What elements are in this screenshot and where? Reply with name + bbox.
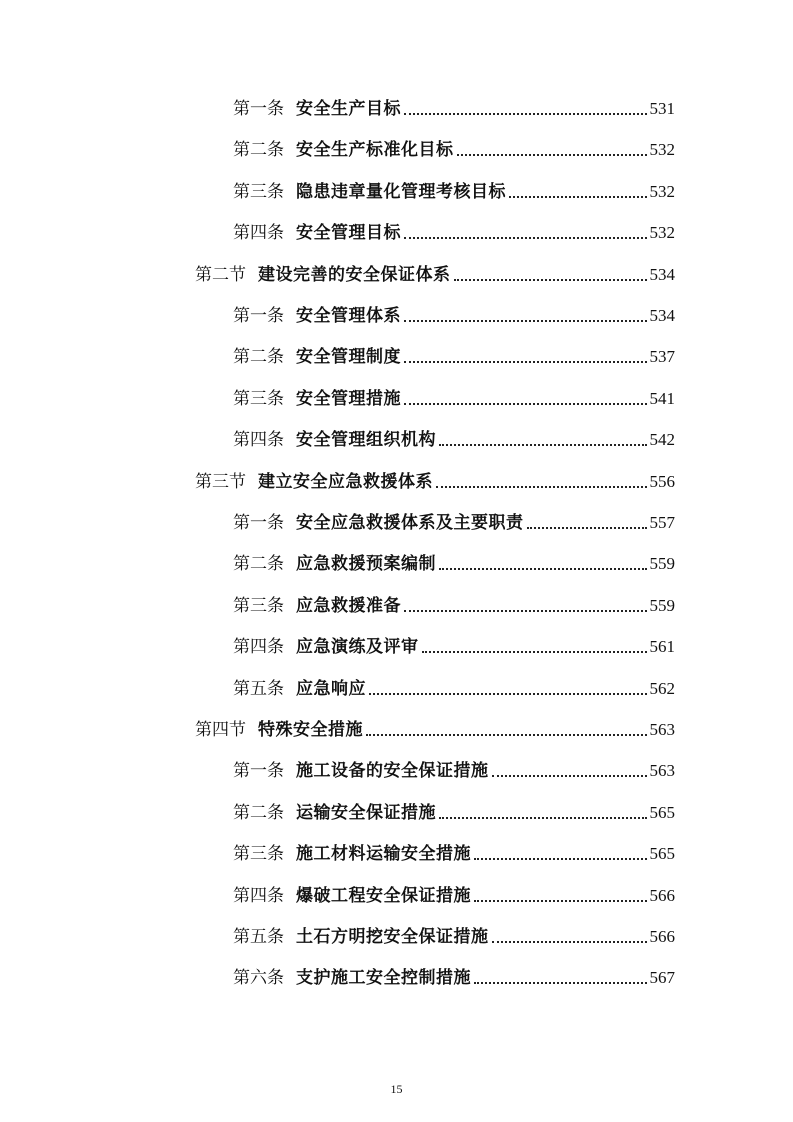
toc-article-entry[interactable] xyxy=(233,794,675,824)
toc-entry-title: 支护施工安全控制措施 xyxy=(296,968,471,989)
toc-entry-page: 563 xyxy=(649,720,675,739)
toc-entry-number: 第四条 xyxy=(233,637,284,658)
page-number: 15 xyxy=(390,1082,403,1096)
toc-entry-page: 532 xyxy=(649,181,675,201)
dot-leader xyxy=(474,858,647,860)
dot-leader xyxy=(404,403,647,405)
toc-entry-page: 557 xyxy=(649,513,675,532)
toc-entry-page: 562 xyxy=(649,678,675,698)
toc-entry-number: 第三条 xyxy=(233,844,284,865)
toc-entry-title: 安全管理制度 xyxy=(296,347,401,368)
dot-leader xyxy=(366,734,647,736)
toc-entry-number: 第三节 xyxy=(195,471,246,492)
toc-entry-title: 运输安全保证措施 xyxy=(296,802,436,823)
toc-article-entry[interactable] xyxy=(233,380,675,410)
toc-entry-page: 556 xyxy=(649,471,675,491)
toc-article-entry[interactable] xyxy=(233,214,675,244)
toc-article-entry[interactable] xyxy=(233,587,675,617)
toc-entry-page: 559 xyxy=(649,595,675,615)
dot-leader xyxy=(422,651,647,653)
toc-article-entry[interactable] xyxy=(233,835,675,865)
toc-entry-number: 第一条 xyxy=(233,761,284,782)
toc-entry-number: 第四条 xyxy=(233,885,284,906)
toc-entry-number: 第二节 xyxy=(195,264,246,285)
toc-article-entry[interactable] xyxy=(233,959,675,989)
toc-entry-number: 第四条 xyxy=(233,223,284,244)
dot-leader xyxy=(474,900,647,902)
toc-entry-title: 土石方明挖安全保证措施 xyxy=(296,927,489,947)
toc-article-entry[interactable] xyxy=(233,338,675,368)
toc-article-entry[interactable] xyxy=(233,918,675,948)
toc-entry-number: 第三条 xyxy=(233,388,284,409)
toc-entry-number: 第二条 xyxy=(233,347,284,368)
toc-entry-number: 第一条 xyxy=(233,513,284,533)
toc-entry-number: 第四条 xyxy=(233,430,284,451)
toc-article-entry[interactable] xyxy=(233,131,675,161)
toc-article-entry[interactable] xyxy=(233,421,675,451)
toc-entry-number: 第一条 xyxy=(233,306,284,326)
toc-entry-number: 第五条 xyxy=(233,927,284,947)
toc-article-entry[interactable] xyxy=(233,628,675,658)
toc-entry-page: 532 xyxy=(649,223,675,243)
toc-entry-title: 施工设备的安全保证措施 xyxy=(296,761,489,782)
dot-leader xyxy=(439,444,647,446)
dot-leader xyxy=(404,610,647,612)
toc-entry-title: 安全管理体系 xyxy=(296,306,401,326)
toc-entry-page: 534 xyxy=(649,264,675,284)
toc-article-entry[interactable] xyxy=(233,90,675,120)
toc-article-entry[interactable] xyxy=(233,545,675,575)
toc-entry-title: 安全管理目标 xyxy=(296,223,401,244)
toc-entry-title: 施工材料运输安全措施 xyxy=(296,844,471,865)
toc-entry-title: 爆破工程安全保证措施 xyxy=(296,885,471,906)
toc-entry-title: 安全生产目标 xyxy=(296,99,401,119)
toc-article-entry[interactable] xyxy=(233,297,675,327)
toc-entry-page: 563 xyxy=(649,761,675,781)
dot-leader xyxy=(439,817,647,819)
toc-entry-page: 559 xyxy=(649,554,675,574)
dot-leader xyxy=(439,568,647,570)
toc-article-entry[interactable] xyxy=(233,504,675,534)
toc-entry-title: 建设完善的安全保证体系 xyxy=(258,264,451,285)
toc-entry-title: 安全管理措施 xyxy=(296,388,401,409)
toc-entry-title: 建立安全应急救援体系 xyxy=(258,471,433,492)
toc-entry-page: 565 xyxy=(649,802,675,822)
dot-leader xyxy=(492,941,647,943)
toc-entry-title: 安全生产标准化目标 xyxy=(296,140,454,161)
dot-leader xyxy=(369,693,647,695)
toc-article-entry[interactable] xyxy=(233,877,675,907)
toc-entry-number: 第三条 xyxy=(233,181,284,202)
dot-leader xyxy=(509,196,647,198)
toc-entry-page: 532 xyxy=(649,140,675,160)
dot-leader xyxy=(404,320,647,322)
toc-entry-page: 566 xyxy=(649,885,675,905)
toc-entry-title: 应急演练及评审 xyxy=(296,637,419,658)
dot-leader xyxy=(436,486,647,488)
dot-leader xyxy=(527,527,647,529)
toc-entry-title: 安全管理组织机构 xyxy=(296,430,436,451)
toc-article-entry[interactable] xyxy=(233,670,675,700)
dot-leader xyxy=(404,361,647,363)
toc-entry-page: 565 xyxy=(649,844,675,864)
toc-article-entry[interactable] xyxy=(233,173,675,203)
toc-entry-number: 第六条 xyxy=(233,968,284,989)
toc-section-entry[interactable] xyxy=(195,256,675,286)
toc-entry-page: 541 xyxy=(649,388,675,408)
dot-leader xyxy=(404,113,647,115)
toc-section-entry[interactable] xyxy=(195,711,675,741)
toc-entry-page: 537 xyxy=(649,347,675,367)
dot-leader xyxy=(492,775,647,777)
dot-leader xyxy=(457,154,647,156)
toc-entry-title: 应急救援预案编制 xyxy=(296,554,436,575)
toc-entry-number: 第三条 xyxy=(233,595,284,616)
dot-leader xyxy=(454,279,647,281)
toc-entry-page: 567 xyxy=(649,968,675,988)
toc-entry-page: 542 xyxy=(649,430,675,450)
toc-entry-number: 第四节 xyxy=(195,720,246,740)
toc-entry-page: 566 xyxy=(649,927,675,946)
toc-entry-page: 534 xyxy=(649,306,675,325)
toc-entry-title: 隐患违章量化管理考核目标 xyxy=(296,181,506,202)
toc-entry-title: 特殊安全措施 xyxy=(258,720,363,740)
dot-leader xyxy=(404,237,647,239)
toc-article-entry[interactable] xyxy=(233,752,675,782)
toc-entry-number: 第五条 xyxy=(233,678,284,699)
toc-entry-title: 应急响应 xyxy=(296,678,366,699)
toc-entry-title: 应急救援准备 xyxy=(296,595,401,616)
toc-entry-page: 561 xyxy=(649,637,675,657)
toc-entry-title: 安全应急救援体系及主要职责 xyxy=(296,513,524,533)
toc-entry-number: 第一条 xyxy=(233,99,284,119)
toc-entry-number: 第二条 xyxy=(233,802,284,823)
toc-entry-page: 531 xyxy=(649,99,675,118)
dot-leader xyxy=(474,982,647,984)
toc-section-entry[interactable] xyxy=(195,463,675,493)
toc-entry-number: 第二条 xyxy=(233,554,284,575)
toc-entry-number: 第二条 xyxy=(233,140,284,161)
